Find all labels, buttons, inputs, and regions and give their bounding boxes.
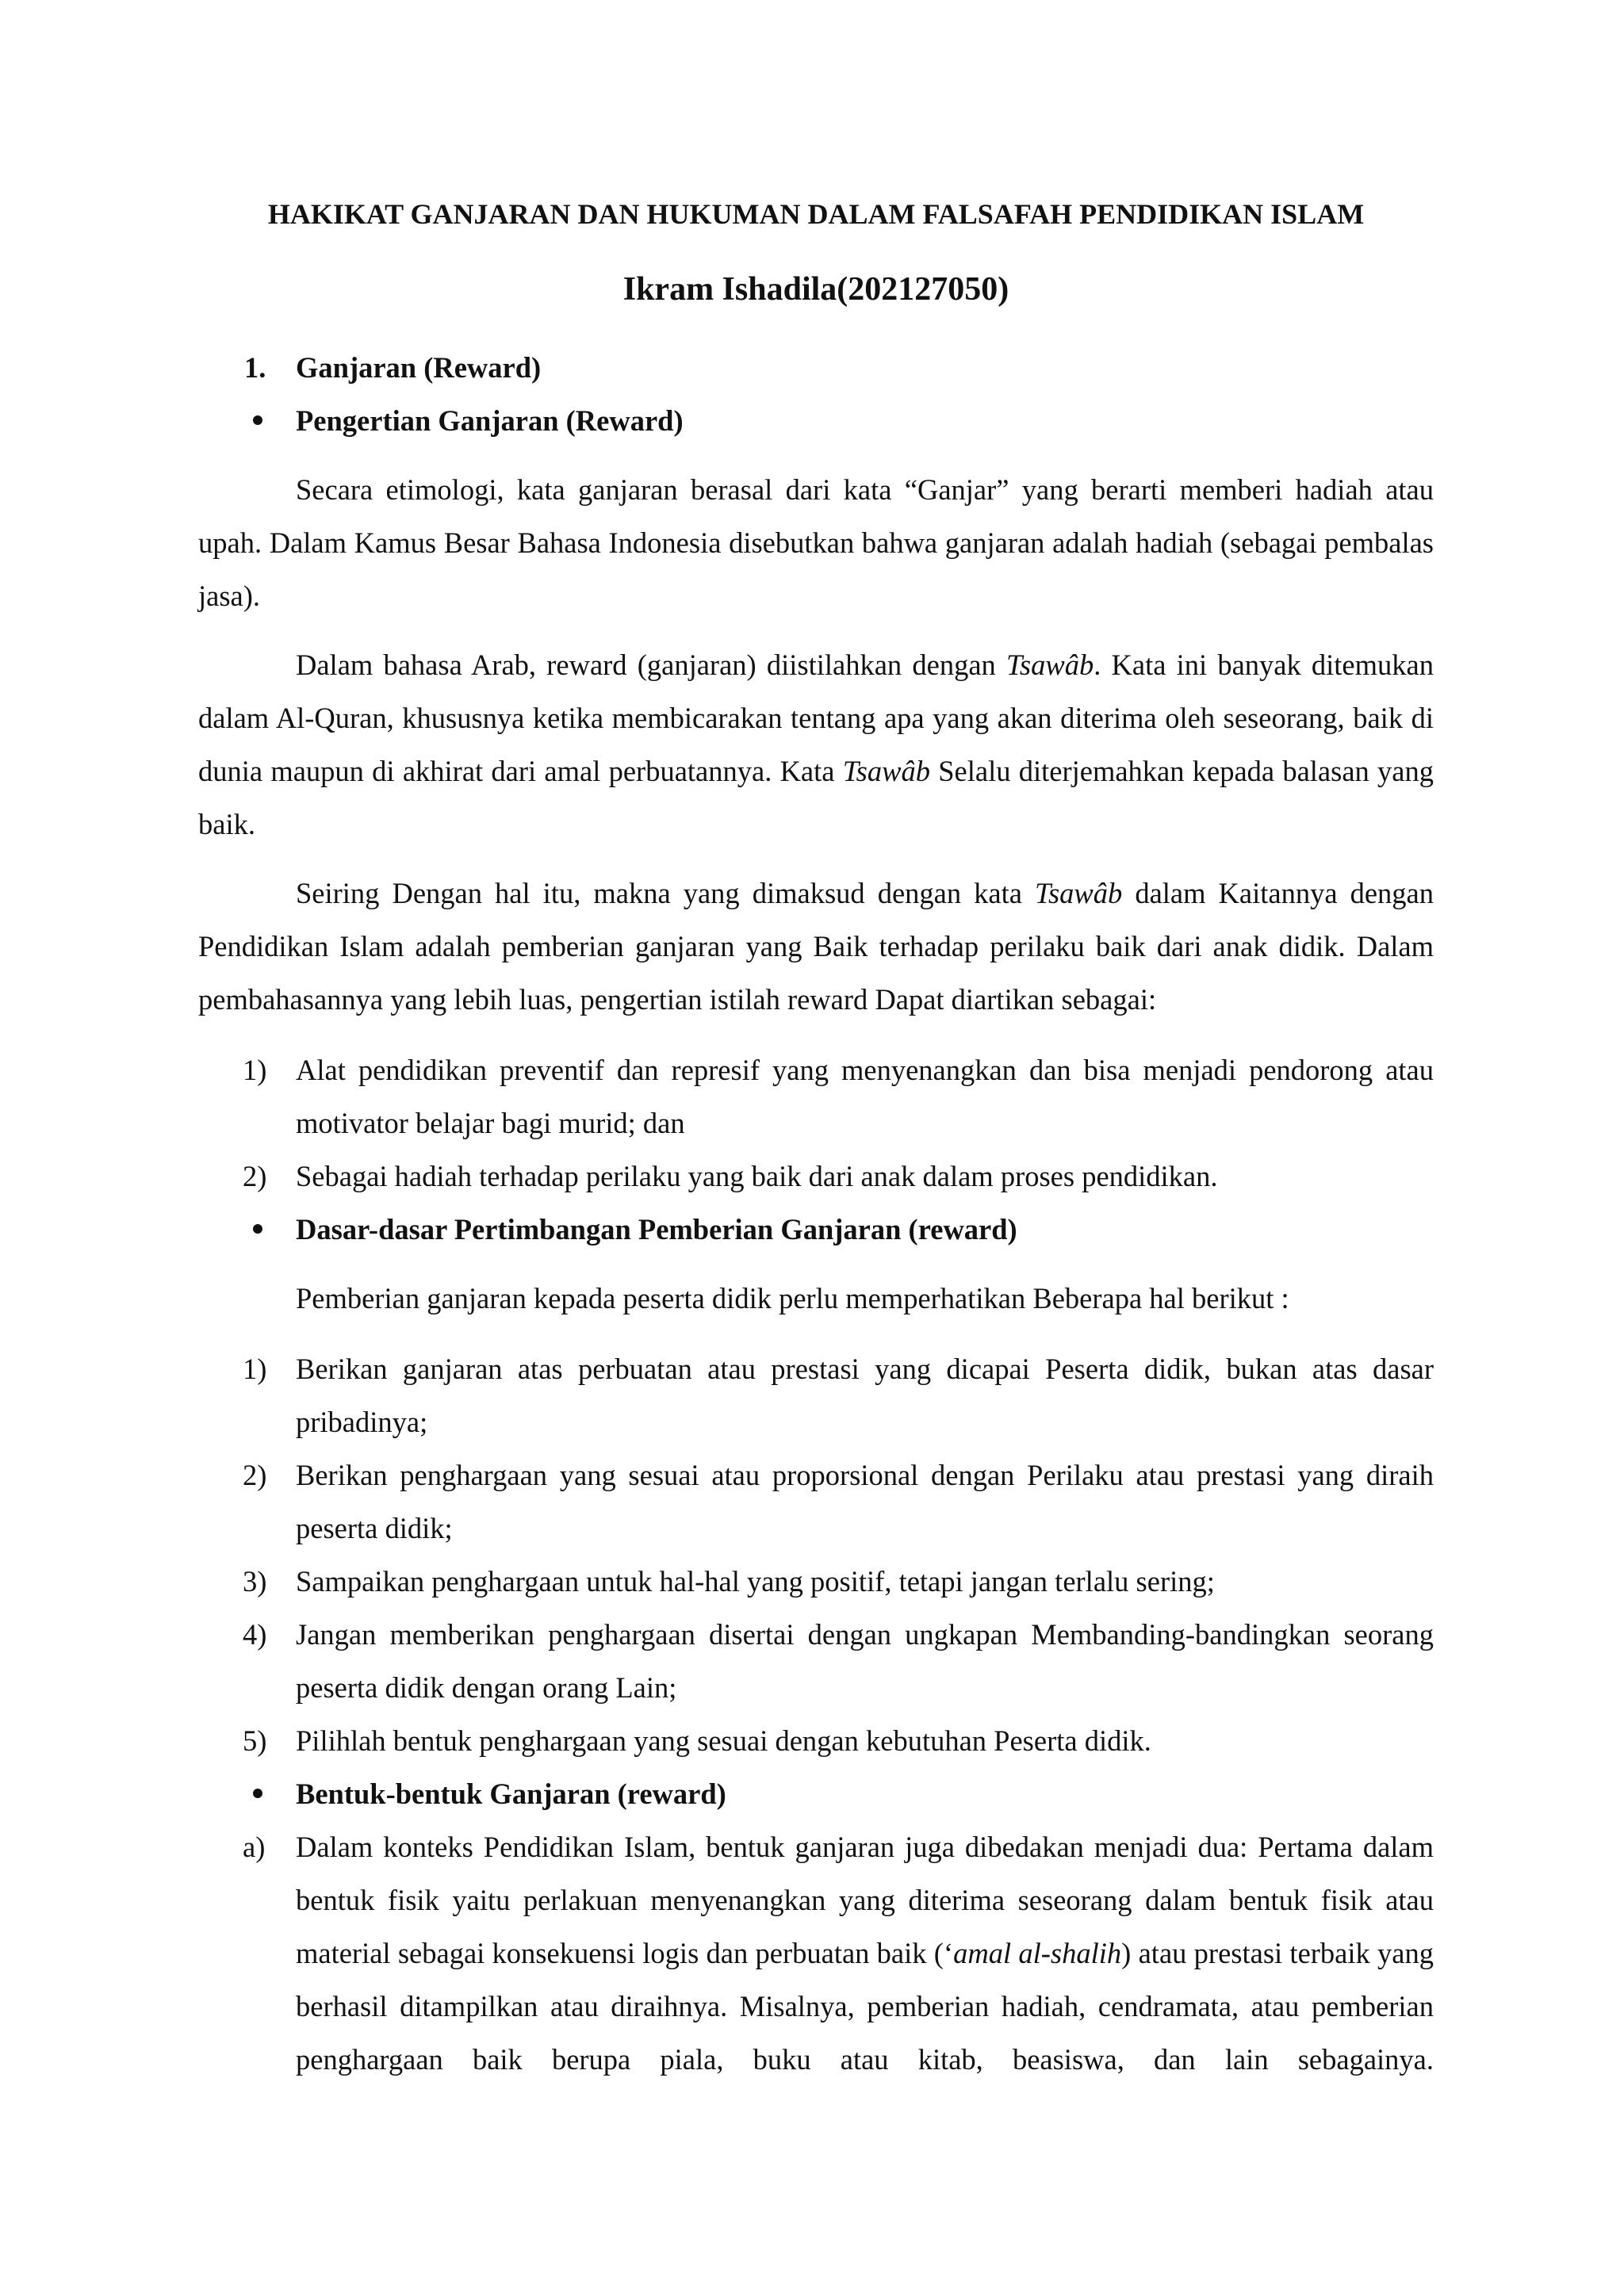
list-marker: 4) [243,1618,267,1651]
author-line: Ikram Ishadila(202127050) [622,271,1009,308]
bullet-icon [253,1224,262,1234]
italic-term: Tsawâb [1005,649,1094,681]
text-run: Selalu diterjemahkan kepada balasan yang baik. [198,755,1434,840]
list-item [198,1820,1434,2086]
list-marker: 2) [243,1459,267,1491]
bullet-heading-text: Bentuk-bentuk Ganjaran (reward) [296,1777,726,1810]
bullet-heading-basis [198,1203,1434,1256]
text-run: Dalam bahasa Arab, reward (ganjaran) diistilahkan dengan [296,649,1006,681]
list-marker: 2) [243,1160,267,1192]
list-item-text: Jangan memberikan penghargaan disertai dengan ungkapan Membanding-bandingkan seorang peserta didik dengan orang Lain; [296,1618,1434,1704]
list-item [198,1555,1434,1608]
list-item-text: Sampaikan penghargaan untuk hal-hal yang positif, tetapi jangan terlalu sering; [296,1565,1215,1598]
lettered-list [198,1820,1434,2086]
bullet-heading-text: Dasar-dasar Pertimbangan Pemberian Ganjaran (reward) [296,1213,1017,1246]
list-item-text: Berikan penghargaan yang sesuai atau proporsional dengan Perilaku atau prestasi yang diraih peserta didik; [296,1459,1434,1544]
list-item [198,1342,1434,1448]
list-marker: 1) [243,1353,267,1385]
list-marker: 3) [243,1565,267,1598]
list-marker: 1) [243,1054,267,1086]
section-title: Ganjaran (Reward) [296,351,542,384]
list-item [198,1714,1434,1767]
document-title: HAKIKAT GANJARAN DAN HUKUMAN DALAM FALSAFAH PENDIDIKAN ISLAM [267,198,1365,230]
numbered-list [198,1043,1434,1203]
paragraph: Secara etimologi, kata ganjaran berasal dari kata “Ganjar” yang berarti memberi hadiah atau upah. Dalam Kamus Besar Bahasa Indonesia disebutkan bahwa ganjaran adalah hadiah (sebagai pembalas jasa). [198,473,1434,612]
text-run: Seiring Dengan hal itu, makna yang dimaksud dengan kata [296,877,1036,909]
text-run: ) atau prestasi terbaik yang berhasil ditampilkan atau diraihnya. Misalnya, pemberian hadiah, cendramata, atau pemberian penghargaan baik berupa piala, buku atau kitab, beasiswa, dan lain sebagainya. [296,1937,1434,2076]
list-marker: 5) [243,1724,267,1757]
text-run: Dalam konteks Pendidikan Islam, bentuk ganjaran juga dibedakan menjadi dua: Pertama dalam bentuk fisik yaitu perlakuan menyenangkan yang diterima seseorang dalam bentuk fisik atau material sebagai konsekuensi logis dan perbuatan baik (‘ [296,1831,1434,1969]
bullet-heading-definition [198,394,1434,447]
bullet-icon [253,1789,262,1798]
numbered-list [198,1342,1434,1767]
list-item [198,1150,1434,1203]
document-page [198,190,1434,2086]
list-marker: a) [243,1831,266,1863]
bullet-heading-forms [198,1767,1434,1820]
section-heading [198,341,1434,394]
list-item-text: Berikan ganjaran atas perbuatan atau prestasi yang dicapai Peserta didik, bukan atas dasar pribadinya; [296,1353,1434,1438]
paragraph [198,867,1434,1026]
list-item [198,1043,1434,1150]
paragraph: Pemberian ganjaran kepada peserta didik perlu memperhatikan Beberapa hal berikut : [296,1282,1289,1314]
italic-term: amal al-shalih [953,1937,1122,1969]
italic-term: Tsawâb [842,755,930,787]
section-number: 1. [244,351,266,384]
paragraph [198,638,1434,851]
list-item [198,1608,1434,1714]
italic-term: Tsawâb [1035,877,1123,909]
list-item [198,1448,1434,1555]
bullet-heading-text: Pengertian Ganjaran (Reward) [296,404,684,437]
text-run: dalam Kaitannya dengan Pendidikan Islam adalah pemberian ganjaran yang Baik terhadap perilaku baik dari anak didik. Dalam pembahasannya yang lebih luas, pengertian istilah reward Dapat diartikan sebagai: [198,877,1434,1016]
bullet-icon [253,415,262,425]
list-item-text: Alat pendidikan preventif dan represif yang menyenangkan dan bisa menjadi pendorong atau motivator belajar bagi murid; dan [296,1054,1434,1139]
list-item-text: Sebagai hadiah terhadap perilaku yang baik dari anak dalam proses pendidikan. [296,1160,1218,1192]
text-run: . Kata ini banyak ditemukan dalam Al-Quran, khususnya ketika membicarakan tentang apa yang akan diterima oleh seseorang, baik di dunia maupun di akhirat dari amal perbuatannya. Kata [198,649,1434,787]
list-item-text: Pilihlah bentuk penghargaan yang sesuai dengan kebutuhan Peserta didik. [296,1724,1151,1757]
